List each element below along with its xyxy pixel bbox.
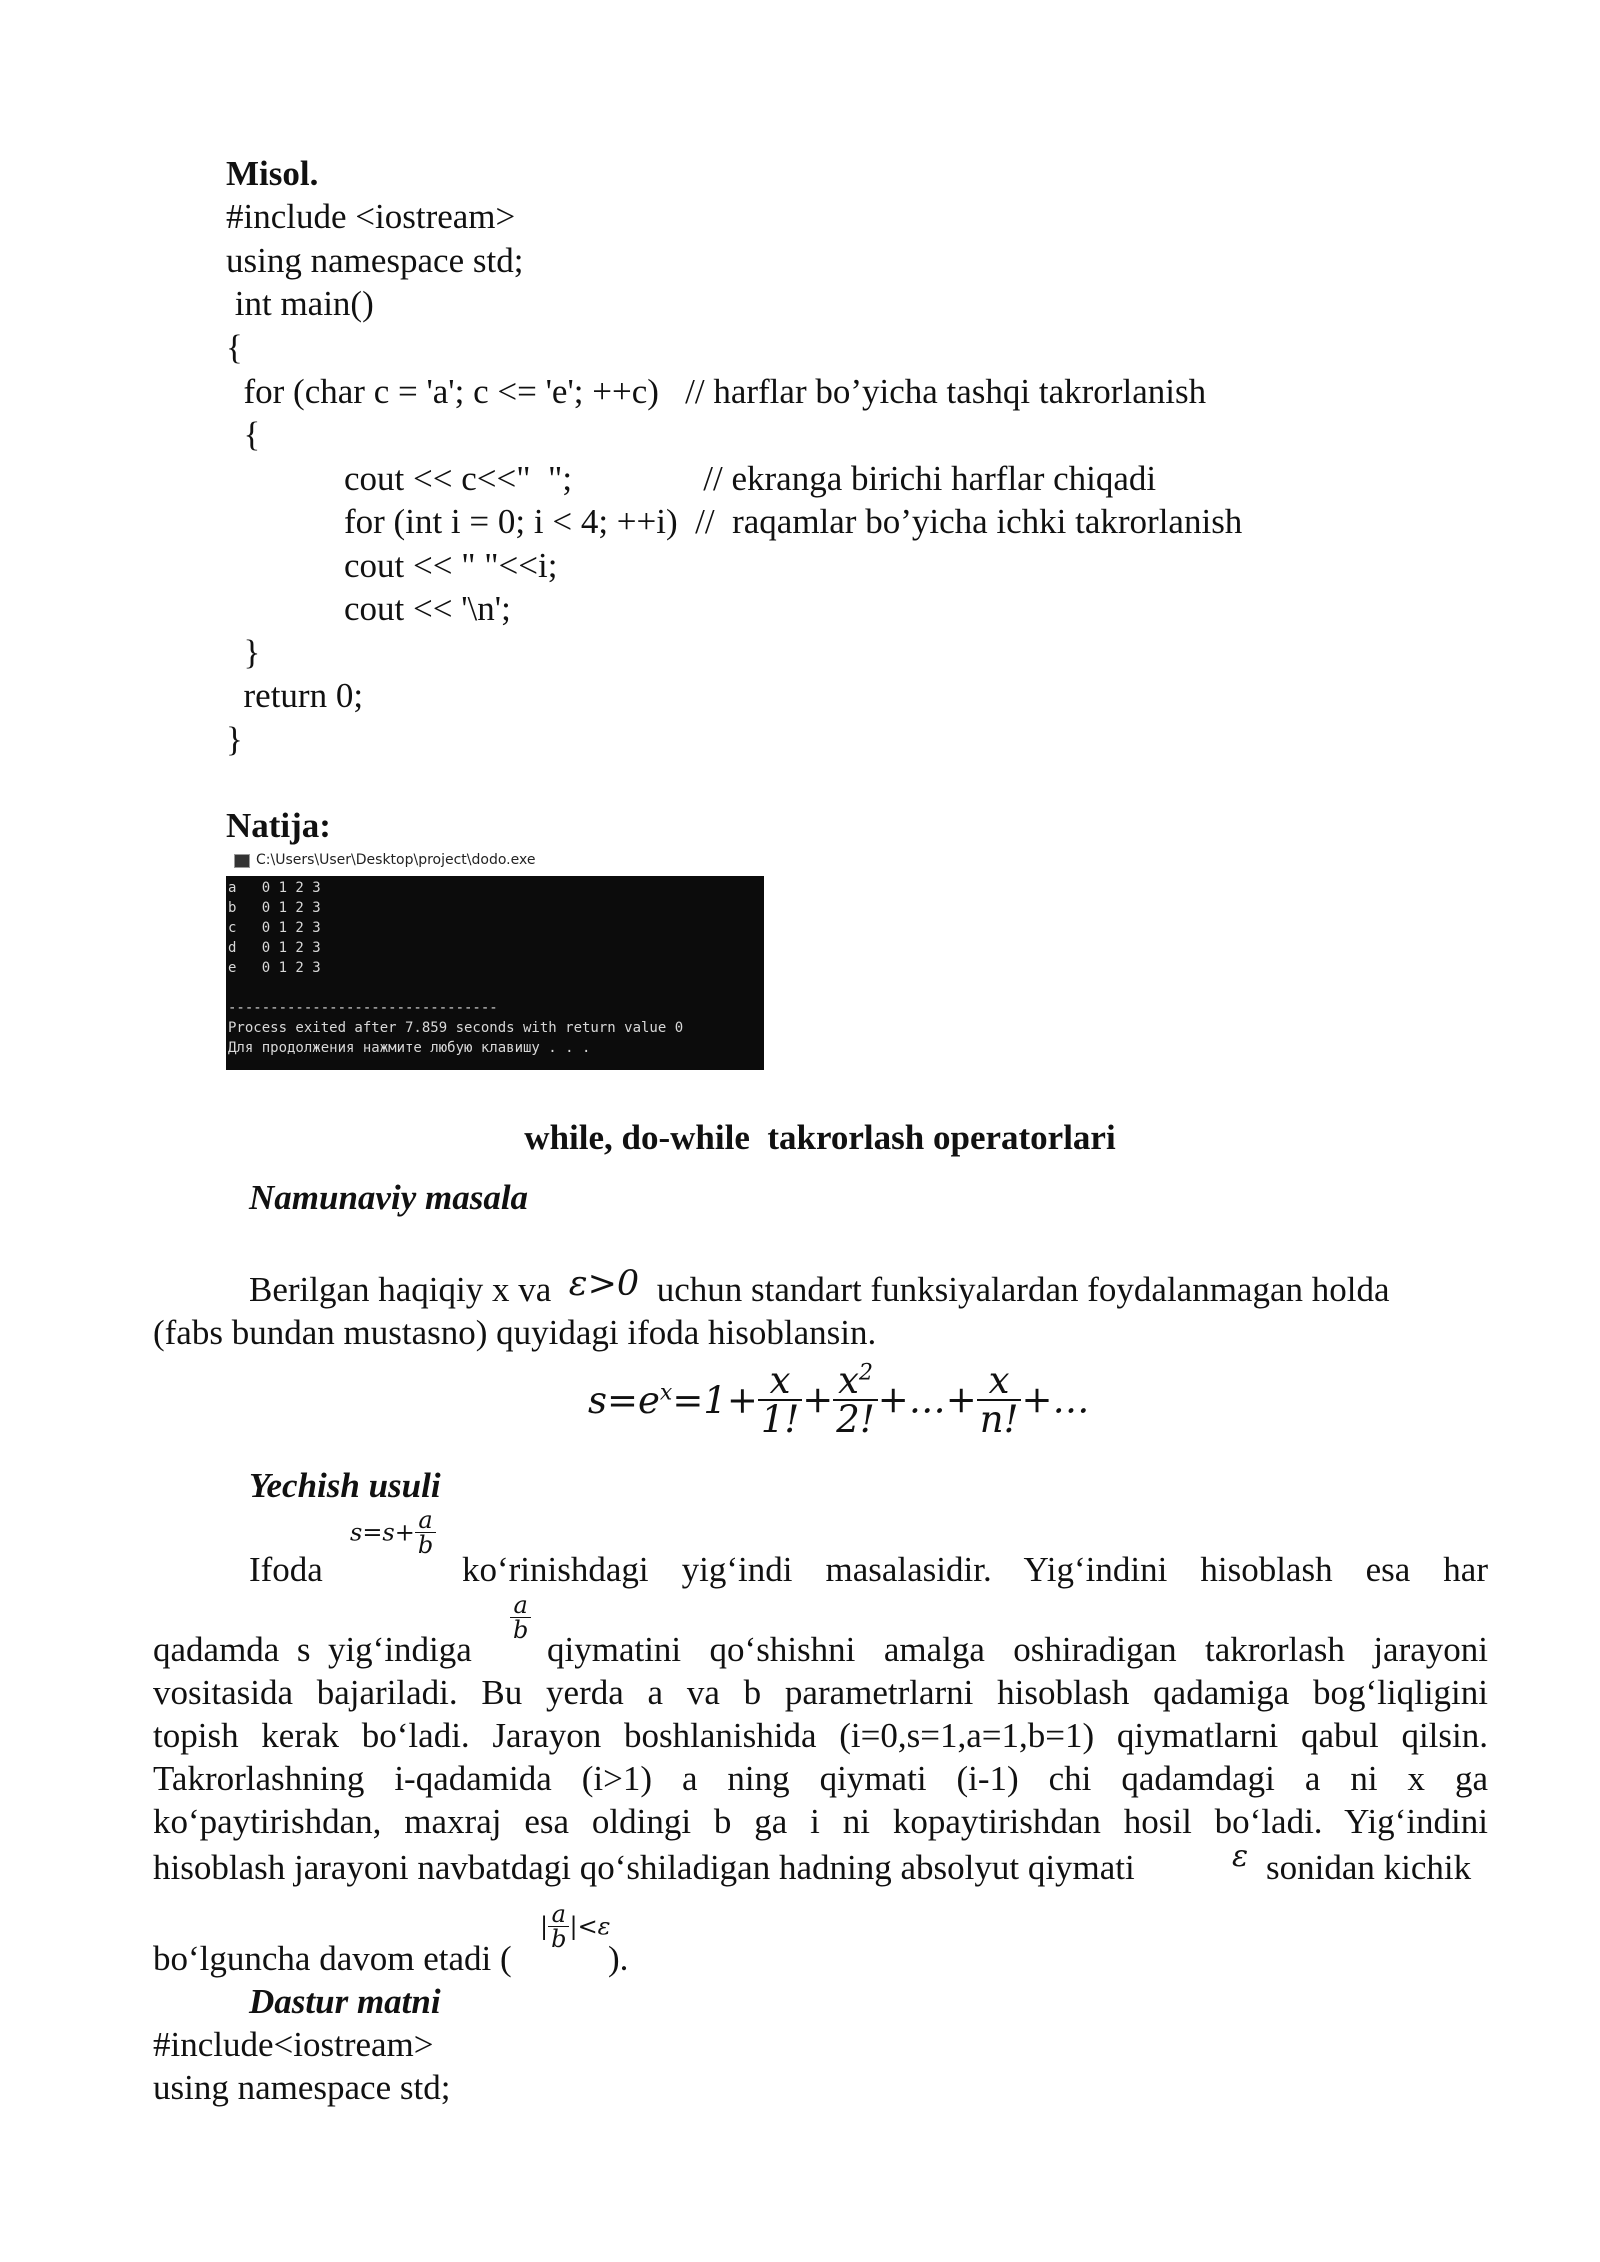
formula-text: +…+ [877,1378,977,1422]
example-heading: Misol. [226,154,319,193]
formula-exp-series [588,1359,1090,1441]
console-app-icon [234,854,250,868]
text: Berilgan haqiqiy x va [249,1270,552,1309]
section-title: while, do-while takrorlash operatorlari [524,1118,1116,1157]
formula-exponent: x [659,1380,673,1406]
paragraph2-line6: ko‘paytirishdan, maxraj esa oldingi b ga i ni kopaytirishdan hosil bo‘ladi. Yig‘indini [153,1802,1488,1841]
fraction-denominator: b [417,1531,434,1559]
code-line: { [226,328,243,367]
paragraph2-line3: vositasida bajariladi. Bu yerda a va b parametrlarni hisoblash qadamiga bog‘liqligini [153,1673,1488,1712]
console-line: a 0 1 2 3 [228,880,321,896]
epsilon-symbol: ε [1232,1839,1249,1874]
paragraph2-line1: ko‘rinishdagi yig‘indi masalasidir. Yig‘indini hisoblash esa har [462,1550,1488,1589]
formula-fraction [758,1359,802,1441]
console-title: C:\Users\User\Desktop\project\dodo.exe [256,852,536,868]
paragraph2-line2b: qiymatini qo‘shishni amalga oshiradigan takrorlash jarayoni [547,1630,1488,1669]
code-line: int main() [226,284,374,323]
fraction-numerator: x [758,1362,802,1401]
code-line: cout << c<<" "; // ekranga birichi harflar chiqadi [344,459,1157,498]
inline-formula-s [350,1508,436,1557]
subheading-yechish: Yechish usuli [249,1466,441,1505]
fraction-denominator: 1! [760,1398,800,1441]
paragraph2-line2a: qadamda s yig‘indiga [153,1630,472,1669]
formula-fraction [548,1902,569,1951]
formula-fraction [510,1593,531,1642]
formula-text: s=s+ [350,1518,415,1547]
inline-abs-condition: | $\frac{a}{b}$ |<ε [540,1900,611,1953]
paragraph2-line4: topish kerak bo‘ladi. Jarayon boshlanishida (i=0,s=1,a=1,b=1) qiymatlarni qabul qilsin. [153,1716,1488,1755]
code-line: { [226,415,261,454]
epsilon-condition: ε>0 [568,1264,640,1304]
code2-line: using namespace std; [153,2068,451,2107]
console-line: c 0 1 2 3 [228,920,321,936]
fraction-numerator: x [838,1359,859,1402]
fraction-numerator: a [510,1593,531,1618]
code-line: } [226,633,261,672]
console-line: Для продолжения нажмите любую клавишу . . . [228,1040,591,1056]
console-window-screenshot [226,848,764,1070]
paragraph2-line5: Takrorlashning i-qadamida (i>1) a ning qiymati (i-1) chi qadamdagi a ni x ga [153,1759,1488,1798]
inline-fraction-ab [510,1593,531,1642]
code2-line: #include<iostream> [153,2025,434,2064]
console-line: d 0 1 2 3 [228,940,321,956]
fraction-denominator: b [551,1925,567,1953]
code-line: return 0; [226,676,364,715]
console-separator: -------------------------------- [228,1000,498,1016]
console-line: b 0 1 2 3 [228,900,321,916]
formula-text: +… [1021,1378,1090,1422]
code-line: for (char c = 'a'; c <= 'e'; ++c) // harflar bo’yicha tashqi takrorlanish [226,372,1207,411]
ifoda-label: Ifoda [249,1550,323,1589]
fraction-exponent: 2 [858,1360,873,1386]
formula-fraction [833,1359,877,1441]
formula-fraction [415,1508,436,1557]
fraction-denominator: b [513,1616,529,1644]
subheading-dastur: Dastur matni [249,1982,441,2021]
formula-fraction [977,1359,1022,1441]
formula-lhs: s=e [588,1378,660,1422]
subheading-namunaviy: Namunaviy masala [249,1178,529,1217]
code-line: } [226,720,243,759]
console-line: Process exited after 7.859 seconds with return value 0 [228,1020,684,1036]
paragraph1-line1 [249,1264,1390,1310]
formula-text: =1+ [672,1378,758,1422]
paragraph2-line7b: sonidan kichik [1266,1848,1472,1887]
console-titlebar [226,848,764,876]
code-line: cout << '\n'; [344,589,511,628]
fraction-numerator: x [977,1362,1022,1401]
text: uchun standart funksiyalardan foydalanmagan holda [656,1270,1390,1309]
paragraph1-line2: (fabs bundan mustasno) quyidagi ifoda hisoblansin. [153,1313,877,1352]
code-line: #include <iostream> [226,197,516,236]
fraction-numerator: a [415,1508,436,1533]
formula-text: <ε [577,1912,611,1941]
formula-text: + [802,1378,834,1422]
code-line: cout << " "<<i; [344,546,558,585]
result-heading: Natija: [226,806,331,845]
console-line: e 0 1 2 3 [228,960,321,976]
fraction-denominator: 2! [836,1398,875,1441]
fraction-numerator: a [548,1902,569,1927]
paragraph2-line8a: bo‘lguncha davom etadi ( [153,1939,512,1978]
paragraph2-line7a: hisoblash jarayoni navbatdagi qo‘shiladigan hadning absolyut qiymati [153,1848,1135,1887]
paragraph2-line8b: ). [608,1939,629,1978]
code-line: using namespace std; [226,241,524,280]
code-line: for (int i = 0; i < 4; ++i) // raqamlar bo’yicha ichki takrorlanish [344,502,1243,541]
fraction-denominator: n! [979,1398,1019,1441]
